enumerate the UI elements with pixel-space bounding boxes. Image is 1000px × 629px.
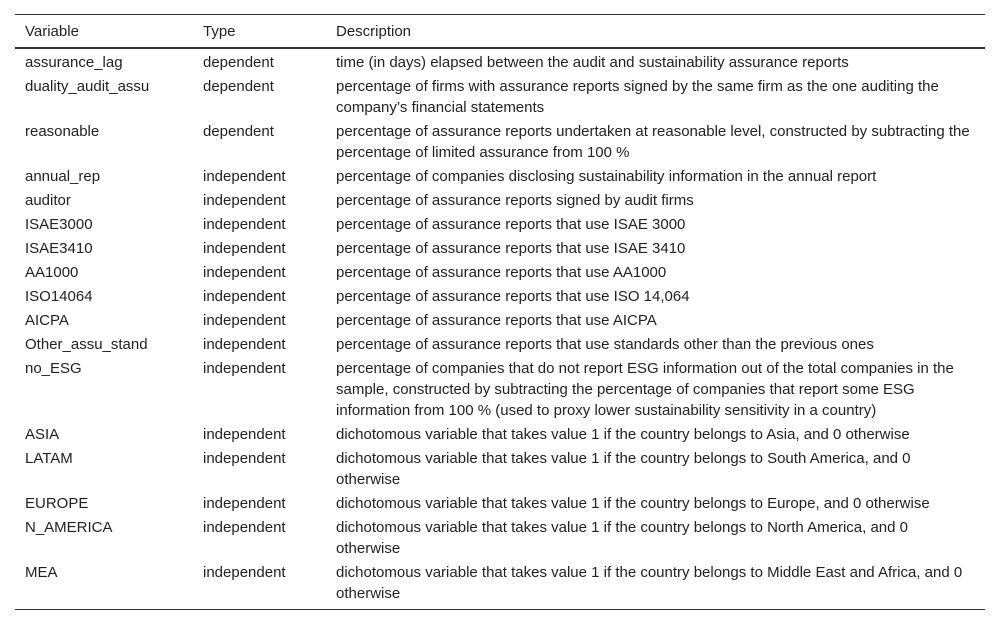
table-row — [15, 333, 985, 357]
table-row — [15, 165, 985, 189]
cell-variable: annual_rep — [25, 168, 101, 185]
table-row — [15, 447, 985, 492]
table-row — [15, 189, 985, 213]
cell-variable: assurance_lag — [25, 54, 123, 71]
cell-type: independent — [203, 168, 286, 185]
table-row — [15, 75, 985, 120]
cell-type: independent — [203, 288, 286, 305]
table-row — [15, 561, 985, 610]
cell-description: dichotomous variable that takes value 1 if the country belongs to Middle East and Africa, and 0 otherwise — [336, 564, 963, 602]
table-row — [15, 516, 985, 561]
variables-table — [15, 14, 985, 610]
cell-type: independent — [203, 426, 286, 443]
cell-description: percentage of assurance reports that use ISO 14,064 — [336, 288, 690, 305]
cell-description: percentage of assurance reports signed by audit firms — [336, 192, 694, 209]
cell-variable: AICPA — [25, 312, 69, 329]
cell-description: percentage of assurance reports that use AICPA — [336, 312, 657, 329]
table-body — [15, 48, 985, 610]
table-row — [15, 423, 985, 447]
cell-description: percentage of companies disclosing sustainability information in the annual report — [336, 168, 877, 185]
cell-description: dichotomous variable that takes value 1 if the country belongs to Asia, and 0 otherwise — [336, 426, 910, 443]
header-type: Type — [203, 23, 236, 40]
header-description: Description — [336, 23, 412, 40]
cell-type: dependent — [203, 54, 274, 71]
cell-variable: duality_audit_assu — [25, 78, 150, 95]
cell-type: independent — [203, 450, 286, 467]
cell-type: dependent — [203, 78, 274, 95]
header-variable: Variable — [25, 23, 79, 40]
table-header-row — [15, 15, 985, 49]
cell-description: percentage of assurance reports undertaken at reasonable level, constructed by subtracting the percentage of limited assurance from 100 % — [336, 123, 970, 161]
cell-variable: MEA — [25, 564, 58, 581]
cell-description: dichotomous variable that takes value 1 if the country belongs to South America, and 0 otherwise — [336, 450, 911, 488]
cell-variable: no_ESG — [25, 360, 82, 377]
cell-type: independent — [203, 495, 286, 512]
cell-description: percentage of companies that do not report ESG information out of the total companies in the sample, constructed by subtracting the percentage of companies that report some ESG information from 100 % (used to proxy lower sustainability sensitivity in a country) — [336, 360, 954, 419]
cell-description: percentage of assurance reports that use ISAE 3410 — [336, 240, 686, 257]
cell-type: independent — [203, 264, 286, 281]
cell-type: independent — [203, 240, 286, 257]
cell-type: independent — [203, 519, 286, 536]
cell-description: dichotomous variable that takes value 1 if the country belongs to North America, and 0 otherwise — [336, 519, 908, 557]
table-row — [15, 237, 985, 261]
table-row — [15, 120, 985, 165]
cell-description: time (in days) elapsed between the audit and sustainability assurance reports — [336, 54, 849, 71]
cell-variable: LATAM — [25, 450, 73, 467]
cell-variable: N_AMERICA — [25, 519, 113, 536]
table-row — [15, 357, 985, 423]
cell-description: percentage of assurance reports that use AA1000 — [336, 264, 667, 281]
table-row — [15, 285, 985, 309]
cell-type: independent — [203, 192, 286, 209]
table-row — [15, 261, 985, 285]
table-row — [15, 309, 985, 333]
cell-variable: auditor — [25, 192, 71, 209]
cell-variable: ISAE3000 — [25, 216, 93, 233]
cell-description: percentage of assurance reports that use ISAE 3000 — [336, 216, 686, 233]
cell-type: dependent — [203, 123, 274, 140]
table-row — [15, 492, 985, 516]
cell-variable: AA1000 — [25, 264, 79, 281]
cell-description: dichotomous variable that takes value 1 if the country belongs to Europe, and 0 otherwise — [336, 495, 930, 512]
cell-variable: Other_assu_stand — [25, 336, 148, 353]
cell-type: independent — [203, 336, 286, 353]
cell-variable: reasonable — [25, 123, 100, 140]
cell-type: independent — [203, 564, 286, 581]
cell-description: percentage of assurance reports that use standards other than the previous ones — [336, 336, 874, 353]
cell-variable: ISAE3410 — [25, 240, 93, 257]
cell-variable: ASIA — [25, 426, 60, 443]
cell-type: independent — [203, 312, 286, 329]
cell-variable: ISO14064 — [25, 288, 93, 305]
variables-table-container — [15, 14, 985, 610]
table-row — [15, 213, 985, 237]
cell-type: independent — [203, 360, 286, 377]
cell-description: percentage of firms with assurance reports signed by the same firm as the one auditing the company’s financial statements — [336, 78, 939, 116]
cell-variable: EUROPE — [25, 495, 89, 512]
cell-type: independent — [203, 216, 286, 233]
table-row — [15, 48, 985, 75]
